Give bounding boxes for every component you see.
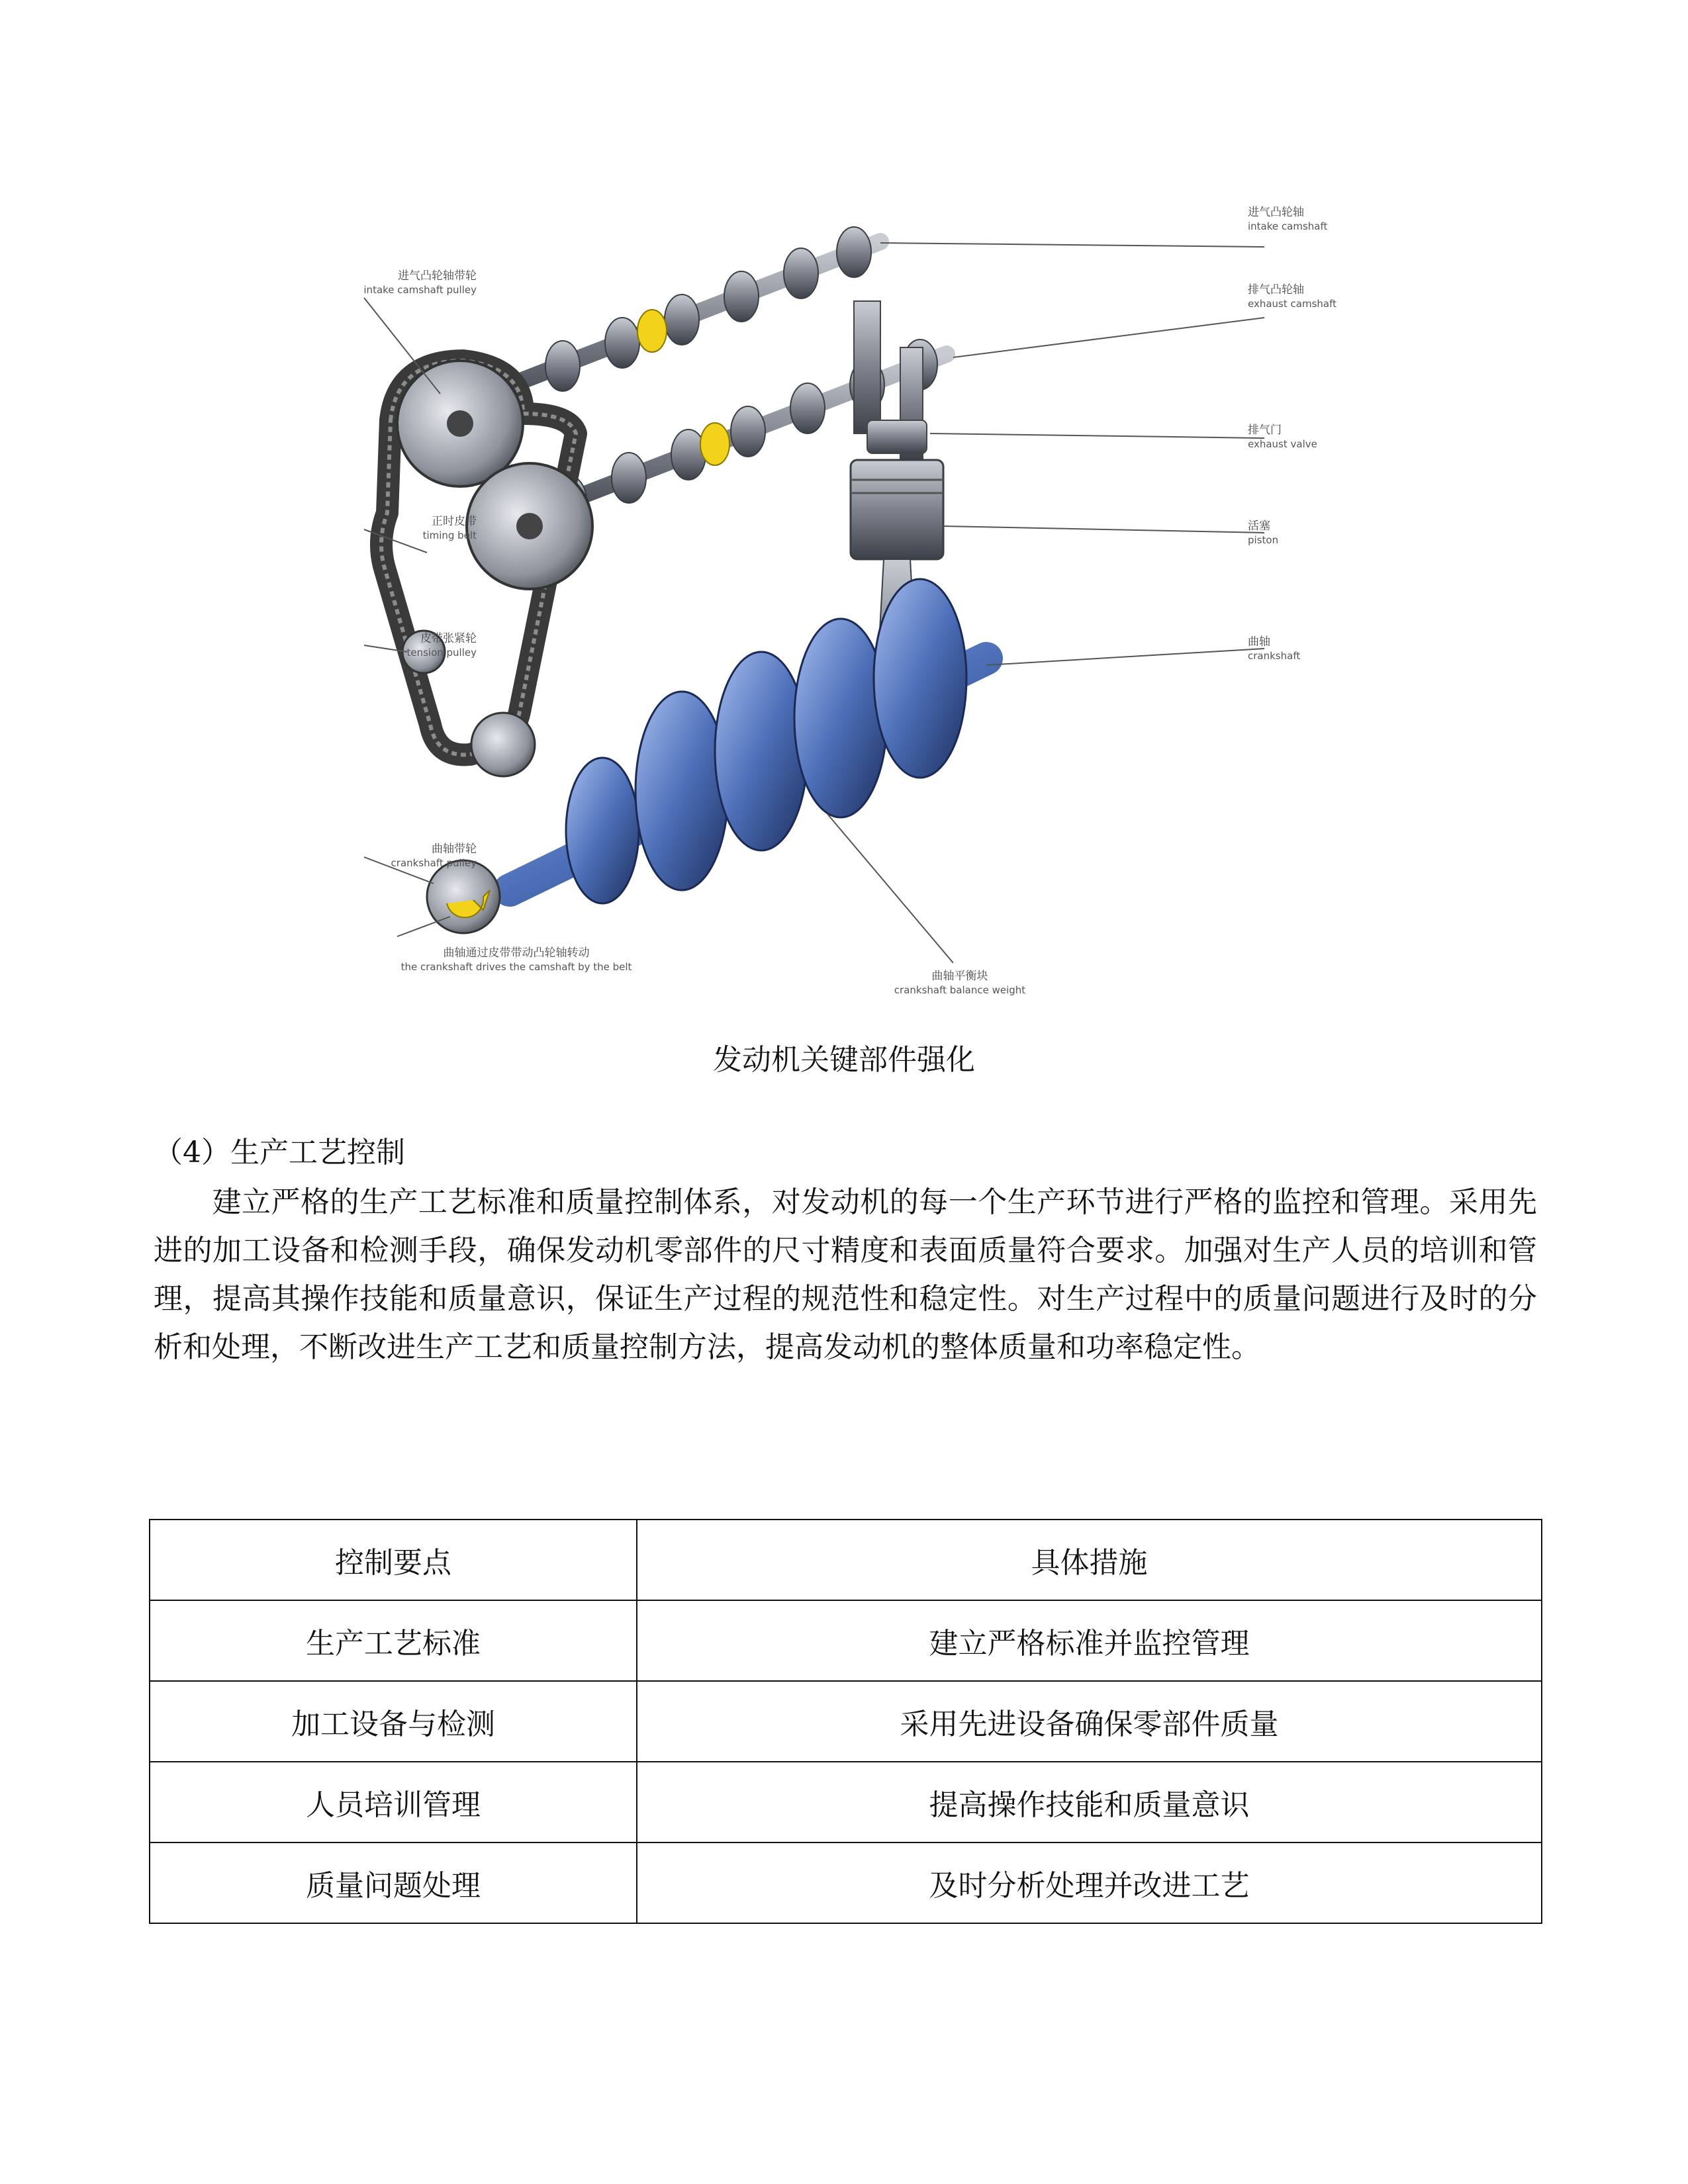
label-tension-pulley xyxy=(285,632,477,660)
label-en: tension pulley xyxy=(406,647,477,659)
idler-pulley xyxy=(471,713,535,776)
table-row xyxy=(150,1843,1542,1923)
crankshaft-pulley xyxy=(427,860,500,933)
table-header: 控制要点 xyxy=(150,1520,637,1600)
label-zh: 曲轴通过皮带带动凸轮轴转动 xyxy=(443,946,590,960)
label-en: exhaust valve xyxy=(1248,438,1317,450)
label-en: the crankshaft drives the camshaft by the belt xyxy=(400,961,632,973)
label-zh: 曲轴平衡块 xyxy=(931,970,988,983)
table-cell-point: 质量问题处理 xyxy=(150,1843,637,1923)
label-zh: 曲轴带轮 xyxy=(432,842,477,856)
table-cell-point: 加工设备与检测 xyxy=(150,1681,637,1762)
label-en: crankshaft pulley xyxy=(391,857,477,869)
label-piston xyxy=(1248,520,1278,547)
control-table xyxy=(149,1519,1542,1924)
label-exhaust-camshaft xyxy=(1248,283,1336,311)
table-row xyxy=(150,1681,1542,1762)
table-row xyxy=(150,1762,1542,1843)
label-en: exhaust camshaft xyxy=(1248,298,1336,310)
label-en: timing belt xyxy=(422,529,477,541)
label-zh: 皮带张紧轮 xyxy=(420,632,477,645)
label-zh: 正时皮带 xyxy=(432,515,477,528)
engine-figure xyxy=(285,195,1403,1026)
label-intake-camshaft-pulley xyxy=(285,269,477,297)
label-exhaust-valve xyxy=(1248,424,1317,451)
label-zh: 曲轴 xyxy=(1248,635,1270,649)
crankshaft xyxy=(510,579,986,903)
table-cell-measure: 提高操作技能和质量意识 xyxy=(637,1762,1542,1843)
label-zh: 排气门 xyxy=(1248,424,1282,437)
table-cell-measure: 采用先进设备确保零部件质量 xyxy=(637,1681,1542,1762)
table-cell-point: 生产工艺标准 xyxy=(150,1600,637,1681)
label-en: crankshaft xyxy=(1248,650,1301,662)
table-cell-measure: 及时分析处理并改进工艺 xyxy=(637,1843,1542,1923)
table-cell-measure: 建立严格标准并监控管理 xyxy=(637,1600,1542,1681)
leader-lines xyxy=(364,243,1264,963)
label-zh: 进气凸轮轴带轮 xyxy=(398,269,477,283)
label-intake-camshaft xyxy=(1248,206,1327,234)
label-zh: 进气凸轮轴 xyxy=(1248,206,1304,219)
label-zh: 活塞 xyxy=(1248,520,1270,533)
label-en: crankshaft balance weight xyxy=(894,984,1026,996)
label-crankshaft-pulley xyxy=(285,842,477,870)
label-zh: 排气凸轮轴 xyxy=(1248,283,1304,296)
label-crankshaft-drives-camshaft xyxy=(377,946,655,974)
label-timing-belt xyxy=(285,515,477,543)
table-header: 具体措施 xyxy=(637,1520,1542,1600)
table-row xyxy=(150,1600,1542,1681)
table-header-row xyxy=(150,1520,1542,1600)
exhaust-camshaft-pulley xyxy=(467,463,592,589)
engine-illustration xyxy=(285,195,1403,1026)
section-heading: （4）生产工艺控制 xyxy=(154,1136,405,1169)
label-en: intake camshaft xyxy=(1248,220,1328,232)
label-en: intake camshaft pulley xyxy=(363,284,477,296)
figure-caption: 发动机关键部件强化 xyxy=(713,1043,975,1077)
label-crankshaft xyxy=(1248,635,1300,663)
label-en: piston xyxy=(1248,534,1279,546)
table-cell-point: 人员培训管理 xyxy=(150,1762,637,1843)
paragraph-text: 建立严格的生产工艺标准和质量控制体系，对发动机的每一个生产环节进行严格的监控和管理。采用先进的加工设备和检测手段，确保发动机零部件的尺寸精度和表面质量符合要求。加强对生产人员的培训和管理，提高其操作技能和质量意识，保证生产过程的规范性和稳定性。对生产过程中的质量问题进行及时的分析和处理，不断改进生产工艺和质量控制方法，提高发动机的整体质量和功率稳定性。 xyxy=(154,1185,1537,1364)
label-crankshaft-balance-weight xyxy=(854,970,1066,997)
section-paragraph xyxy=(154,1178,1537,1371)
